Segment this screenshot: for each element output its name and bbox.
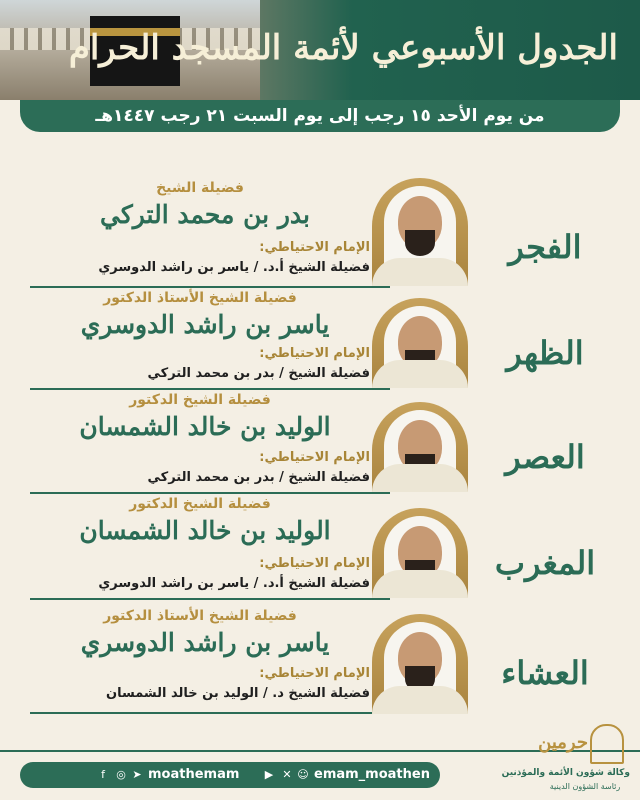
imam-name: بدر بن محمد التركي <box>100 200 310 229</box>
imam-portrait <box>372 614 468 714</box>
snapchat-icon[interactable]: ☺ <box>297 768 309 781</box>
schedule-row-asr <box>30 390 610 494</box>
backup-imam: فضيلة الشيخ / بدر بن محمد التركي <box>147 470 370 485</box>
backup-label: الإمام الاحتياطي: <box>259 666 370 681</box>
imam-title: فضيلة الشيخ الدكتور <box>129 496 271 512</box>
header-banner <box>0 0 640 100</box>
imam-portrait <box>372 402 468 492</box>
backup-label: الإمام الاحتياطي: <box>259 240 370 255</box>
prayer-name: الفجر <box>508 228 582 266</box>
backup-imam: فضيلة الشيخ أ.د. / ياسر بن راشد الدوسري <box>98 576 370 591</box>
logo-line2: رئاسة الشؤون الدينية <box>549 782 621 791</box>
backup-label: الإمام الاحتياطي: <box>259 450 370 465</box>
schedule-row-dhuhr <box>30 288 610 390</box>
imam-name: الوليد بن خالد الشمسان <box>79 412 331 441</box>
prayer-name: الظهر <box>506 334 584 372</box>
backup-imam: فضيلة الشيخ د. / الوليد بن خالد الشمسان <box>106 686 370 701</box>
schedule-row-maghrib <box>30 494 610 600</box>
imam-title: فضيلة الشيخ الأستاذ الدكتور <box>103 608 297 624</box>
youtube-icon[interactable]: ▶ <box>264 768 274 781</box>
schedule-row-isha <box>30 600 610 714</box>
logo-line1: وكالة شؤون الأئمة والمؤذنين <box>501 768 630 778</box>
facebook-icon[interactable]: f <box>101 768 105 781</box>
social-handle-right[interactable]: emam_moathen <box>314 767 430 782</box>
page-title: الجدول الأسبوعي لأئمة المسجد الحرام <box>68 28 618 68</box>
imam-portrait <box>372 178 468 286</box>
date-range-text: من يوم الأحد ١٥ رجب إلى يوم السبت ٢١ رجب ١٤٤٧هـ <box>95 106 545 126</box>
imam-portrait <box>372 298 468 388</box>
social-handle-left[interactable]: moathemam <box>148 767 240 782</box>
backup-imam: فضيلة الشيخ / بدر بن محمد التركي <box>147 366 370 381</box>
imam-name: الوليد بن خالد الشمسان <box>79 516 331 545</box>
imam-title: فضيلة الشيخ <box>156 180 244 196</box>
date-range-bar <box>20 100 620 132</box>
mosque-emblem-icon <box>590 724 624 764</box>
prayer-name: العصر <box>505 438 585 476</box>
telegram-icon[interactable]: ➤ <box>132 768 142 781</box>
imam-name: ياسر بن راشد الدوسري <box>80 310 330 339</box>
imam-title: فضيلة الشيخ الدكتور <box>129 392 271 408</box>
instagram-icon[interactable]: ◎ <box>116 768 126 781</box>
agency-logo <box>501 718 630 794</box>
schedule-row-fajr <box>30 172 610 288</box>
backup-label: الإمام الاحتياطي: <box>259 346 370 361</box>
imam-portrait <box>372 508 468 598</box>
backup-label: الإمام الاحتياطي: <box>259 556 370 571</box>
imam-name: ياسر بن راشد الدوسري <box>80 628 330 657</box>
imam-title: فضيلة الشيخ الأستاذ الدكتور <box>103 290 297 306</box>
prayer-name: العشاء <box>501 654 589 692</box>
x-icon[interactable]: ✕ <box>282 768 292 781</box>
backup-imam: فضيلة الشيخ أ.د. / ياسر بن راشد الدوسري <box>98 260 370 275</box>
prayer-name: المغرب <box>494 544 596 582</box>
logo-brand: حرمين <box>538 732 588 753</box>
